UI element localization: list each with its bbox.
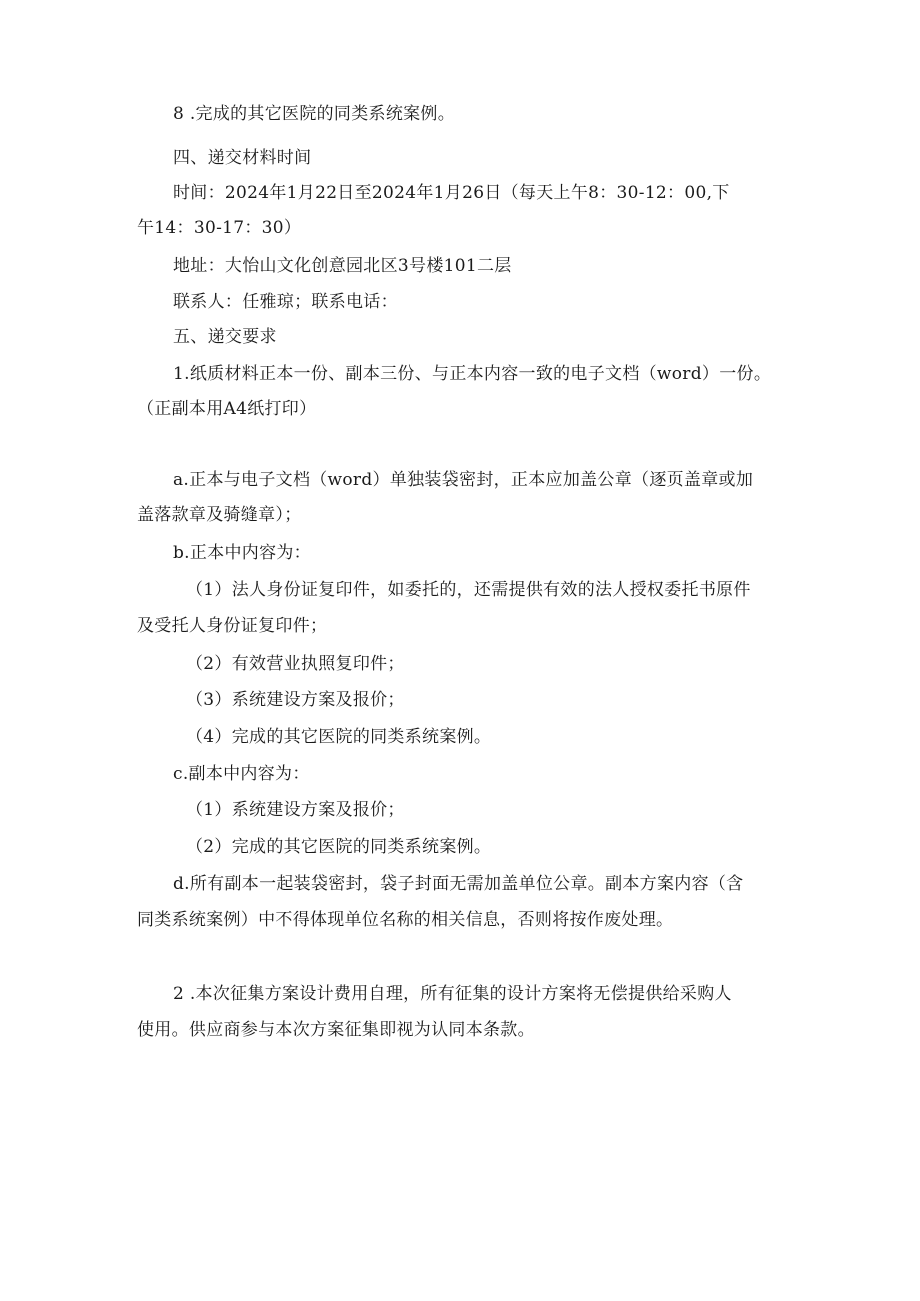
item-b4: （4）完成的其它医院的同类系统案例。 — [186, 727, 492, 747]
section-5-heading: 五、递交要求 — [173, 327, 277, 347]
item-a-line2: 盖落款章及骑缝章）； — [137, 505, 302, 525]
item-c1: （1）系统建设方案及报价； — [186, 800, 405, 820]
requirement-1-line2: （正副本用A4纸打印） — [137, 399, 317, 419]
item-a-line1: a.正本与电子文档（word）单独装袋密封，正本应加盖公章（逐页盖章或加 — [173, 470, 754, 490]
item-b3: （3）系统建设方案及报价； — [186, 690, 405, 710]
item-b1-line1: （1）法人身份证复印件，如委托的，还需提供有效的法人授权委托书原件 — [186, 580, 751, 600]
submission-address: 地址：大怡山文化创意园北区3号楼101二层 — [173, 256, 512, 276]
item-c-heading: c.副本中内容为： — [173, 764, 310, 784]
requirement-2-line1: 2 .本次征集方案设计费用自理，所有征集的设计方案将无偿提供给采购人 — [173, 984, 732, 1004]
submission-time-line2: 午14：30-17：30） — [137, 218, 302, 238]
item-d-line2: 同类系统案例）中不得体现单位名称的相关信息，否则将按作废处理。 — [137, 910, 674, 930]
requirement-2-line2: 使用。供应商参与本次方案征集即视为认同本条款。 — [137, 1020, 535, 1040]
contact-person: 联系人：任雅琼；联系电话： — [173, 292, 398, 312]
item-d-line1: d.所有副本一起装袋密封，袋子封面无需加盖单位公章。副本方案内容（含 — [173, 874, 744, 894]
item-b1-line2: 及受托人身份证复印件； — [137, 616, 328, 636]
item-b2: （2）有效营业执照复印件； — [186, 654, 405, 674]
item-c2: （2）完成的其它医院的同类系统案例。 — [186, 837, 492, 857]
item-b-heading: b.正本中内容为： — [173, 543, 311, 563]
item-8-delivered-cases: 8 .完成的其它医院的同类系统案例。 — [173, 104, 456, 124]
section-4-heading: 四、递交材料时间 — [173, 148, 312, 168]
requirement-1-line1: 1.纸质材料正本一份、副本三份、与正本内容一致的电子文档（word）一份。 — [173, 364, 772, 384]
submission-time-line1: 时间：2024年1月22日至2024年1月26日（每天上午8：30-12：00,下 — [173, 183, 730, 203]
